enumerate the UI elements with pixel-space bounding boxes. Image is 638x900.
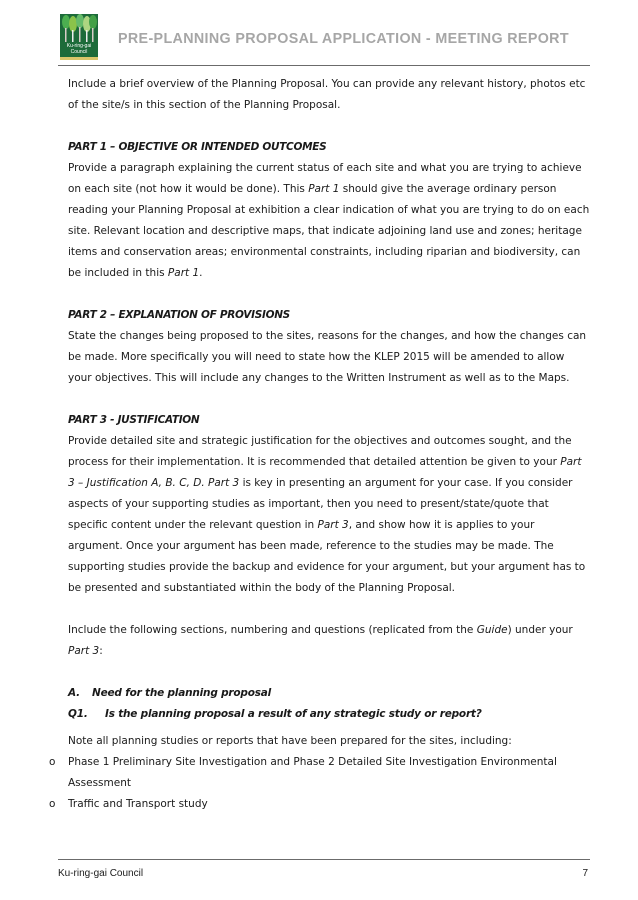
q1-number: Q1.: [68, 708, 88, 720]
part1-heading: PART 1 – OBJECTIVE OR INTENDED OUTCOMES: [68, 141, 327, 153]
include-text-c: :: [99, 645, 103, 657]
include-paragraph: [68, 620, 590, 662]
part3-ref-a: Part 3 – Justification A, B. C, D.: [68, 456, 582, 489]
part1-ref-b: Part 1: [167, 267, 200, 279]
part3-text-a: Provide detailed site and strategic justification for the objectives and outcomes sought, and the process for their implementation. It is recommended that detailed attention be given to your: [68, 435, 572, 468]
section-a-title: Need for the planning proposal: [92, 687, 272, 699]
question-q1: [68, 704, 590, 725]
council-logo: [60, 14, 98, 60]
part3-ref-b: Part 3: [208, 477, 240, 489]
include-part3-ref: Part 3: [68, 645, 100, 657]
include-text-a: Include the following sections, numbering and questions (replicated from the: [68, 624, 477, 636]
logo-wordmark: Ku-ring-gai Council: [66, 43, 92, 55]
trees-icon: [60, 14, 98, 44]
part1-text-b: should give the average ordinary person reading your Planning Proposal at exhibition a clear indication of what you are trying to do on each site. Relevant location and descriptive maps, that indicate adjoining land use and zones; heritage items and conservation areas; environmental constraints, including riparian and biodiversity, can be included in this: [68, 183, 590, 279]
footer-council-name: Ku-ring-gai Council: [58, 868, 144, 879]
document-body: [49, 74, 590, 815]
bullet-text: Traffic and Transport study: [68, 798, 208, 810]
page-header-title: PRE-PLANNING PROPOSAL APPLICATION - MEETING REPORT: [118, 31, 569, 47]
bullet-item-2: [49, 794, 590, 815]
q1-text: Is the planning proposal a result of any strategic study or report?: [105, 708, 482, 720]
bullet-text: Phase 1 Preliminary Site Investigation and Phase 2 Detailed Site Investigation Environmental Assessment: [68, 756, 557, 789]
page-number: 7: [582, 868, 588, 879]
part3-paragraph: [68, 431, 590, 599]
section-a-number: A.: [68, 687, 80, 699]
bullet-item-1: [49, 752, 590, 794]
part1-paragraph: [68, 158, 590, 284]
intro-paragraph: Include a brief overview of the Planning Proposal. You can provide any relevant history, photos etc of the site/s in this section of the Planning Proposal.: [68, 78, 586, 111]
logo-base-stripe: [60, 57, 98, 60]
header-divider: [58, 65, 590, 66]
footer-divider: [58, 859, 590, 860]
part1-ref-a: Part 1: [308, 183, 340, 195]
include-text-b: ) under your: [507, 624, 573, 636]
part1-text-c: .: [199, 267, 203, 279]
studies-note: Note all planning studies or reports that have been prepared for the sites, including:: [68, 735, 512, 747]
section-a-heading: [68, 683, 590, 704]
part1-text-a: Provide a paragraph explaining the current status of each site and what you are trying to achieve on each site (not how it would be done). This: [68, 162, 582, 195]
part3-ref-c: Part 3: [317, 519, 349, 531]
part3-heading: PART 3 - JUSTIFICATION: [68, 414, 200, 426]
bullet-marker: o: [49, 756, 56, 768]
part3-text-c: is key in presenting an argument for your case. If you consider aspects of your supporting studies as important, then you need to present/state/quote that specific content under the relevant question in: [68, 477, 573, 531]
include-guide-ref: Guide: [476, 624, 508, 636]
part2-heading: PART 2 – EXPLANATION OF PROVISIONS: [68, 309, 290, 321]
part3-text-d: , and show how it is applies to your argument. Once your argument has been made, reference to the studies may be made. The supporting studies provide the backup and evidence for your argument, but your argument has to be presented and substantiated within the body of the Planning Proposal.: [68, 519, 586, 594]
bullet-marker: o: [49, 798, 56, 810]
part2-paragraph: State the changes being proposed to the sites, reasons for the changes, and how the changes can be made. More specifically you will need to state how the KLEP 2015 will be amended to allow your objectives. This will include any changes to the Written Instrument as well as to the Maps.: [68, 330, 587, 384]
